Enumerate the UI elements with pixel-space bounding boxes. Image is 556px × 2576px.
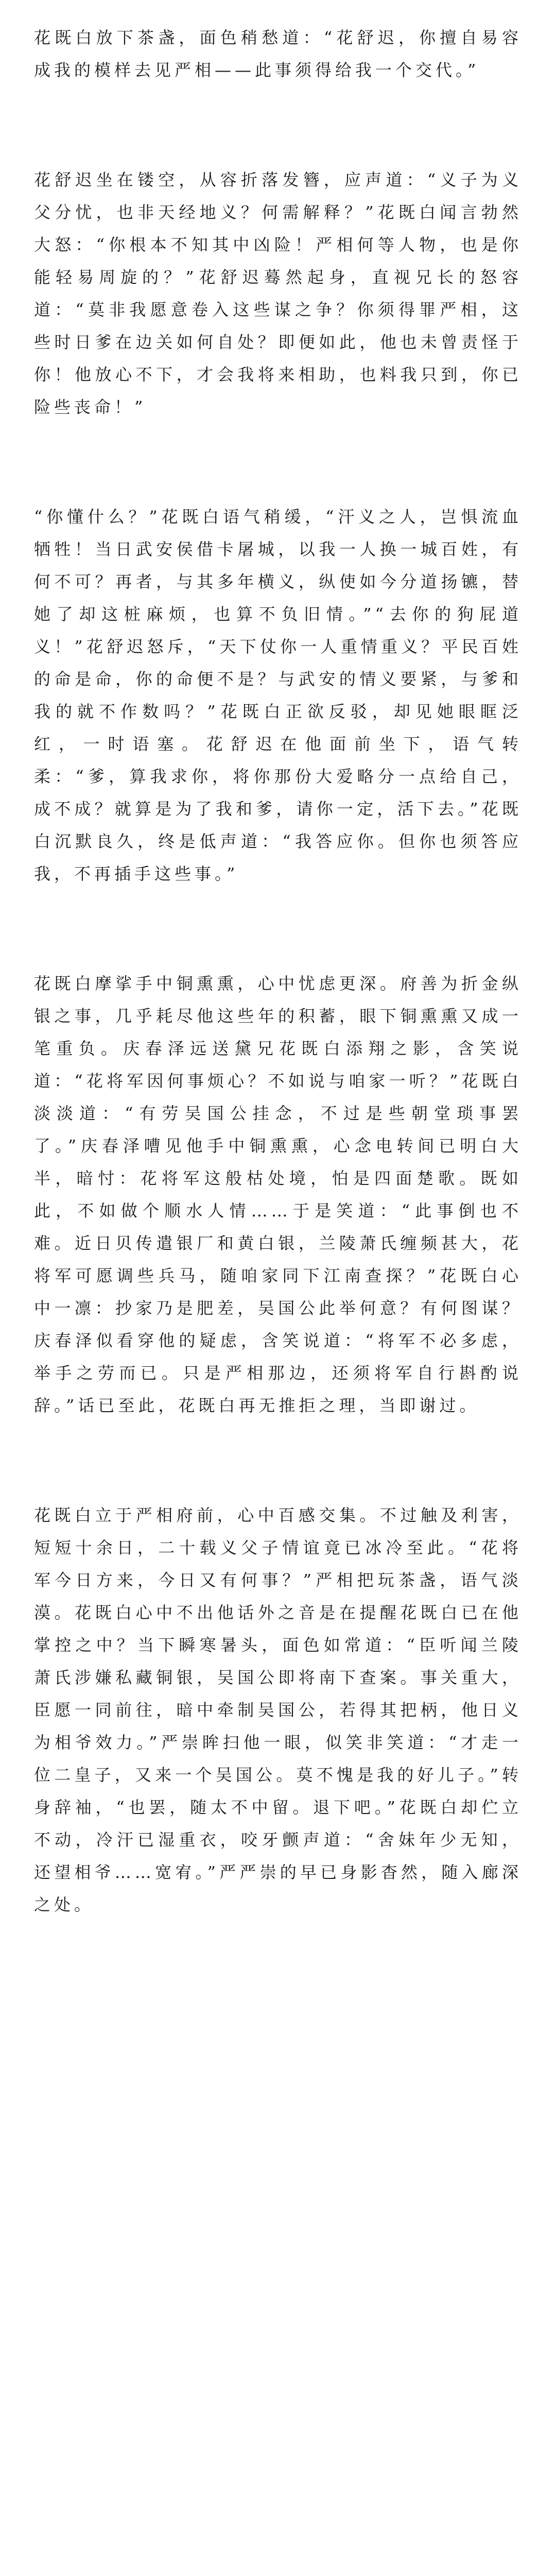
article-paragraph: 花既白立于严相府前，心中百感交集。不过触及利害，短短十余日，二十载义父子情谊竟已冰冷至此。“花将军今日方来，今日又有何事？”严相把玩茶盏，语气淡漠。花既白心中不出他话外之音是在提醒花既白已在他掌控之中？当下瞬寒暑头，面色如常道：“臣听闻兰陵萧氏涉嫌私藏铜银，吴国公即将南下查案。事关重大，臣愿一同前往，暗中牵制吴国公，若得其把柄，他日义为相爷效力。”严崇眸扫他一眼，似笑非笑道：“才走一位二皇子，又来一个吴国公。莫不愧是我的好儿子。”转身辞袖，“也罢，随太不中留。退下吧。”花既白却伫立不动，冷汗已湿重衣，咬牙颤声道：“舍妹年少无知，还望相爷……宽宥。”严严崇的早已身影杳然，随入廊深之处。 bbox=[34, 1505, 522, 1914]
article-paragraph: 花舒迟坐在镂空，从容折落发簪，应声道：“义子为义父分忧，也非天经地义？何需解释？”花既白闻言勃然大怒：“你根本不知其中凶险！严相何等人物，也是你能轻易周旋的？”花舒迟蓦然起身，直视兄长的怒容道：“莫非我愿意卷入这些谋之争？你须得罪严相，这些时日爹在边关如何自处？即便如此，他也未曾责怪于你！他放心不下，才会我将来相助，也料我只到，你已险些丧命！” bbox=[34, 170, 522, 417]
article-paragraph: 花既白摩挲手中铜熏熏，心中忧虑更深。府善为折金纵银之事，几乎耗尽他这些年的积蓄，眼下铜熏熏又成一笔重负。庆春泽远送黛兄花既白添翔之影，含笑说道：“花将军因何事烦心？不如说与咱家一听？”花既白淡淡道：“有劳吴国公挂念，不过是些朝堂琐事罢了。”庆春泽嘈见他手中铜熏熏，心念电转间已明白大半，暗忖：花将军这般枯处境，怕是四面楚歌。既如此，不如做个顺水人情……于是笑道：“此事倒也不难。近日贝传遣银厂和黄白银，兰陵萧氏缠频甚大，花将军可愿调些兵马，随咱家同下江南查探？”花既白心中一凛：抄家乃是肥差，吴国公此举何意？有何图谋？庆春泽似看穿他的疑虑，含笑说道：“将军不必多虑，举手之劳而已。只是严相那边，还须将军自行斟酌说辞。”话已至此，花既白再无推拒之理，当即谢过。 bbox=[34, 974, 522, 1415]
article-paragraph: “你懂什么？”花既白语气稍缓，“汗义之人，岂惧流血牺牲！当日武安侯借卡屠城，以我一人换一城百姓，有何不可？再者，与其多年横义，纵使如今分道扬镳，替她了却这桩麻烦，也算不负旧情。”“去你的狗屁道义！”花舒迟怒斥，“天下仗你一人重情重义？平民百姓的命是命，你的命便不是？与武安的情义要紧，与爹和我的就不作数吗？”花既白正欲反驳，却见她眼眶泛红，一时语塞。花舒迟在他面前坐下，语气转柔：“爹，算我求你，将你那份大爱略分一点给自己，成不成？就算是为了我和爹，请你一定，活下去。”花既白沉默良久，终是低声道：“我答应你。但你也须答应我，不再插手这些事。” bbox=[34, 507, 522, 884]
article-paragraph: 花既白放下茶盏，面色稍愁道：“花舒迟，你擅自易容成我的模样去见严相——此事须得给我一个交代。” bbox=[34, 28, 522, 80]
